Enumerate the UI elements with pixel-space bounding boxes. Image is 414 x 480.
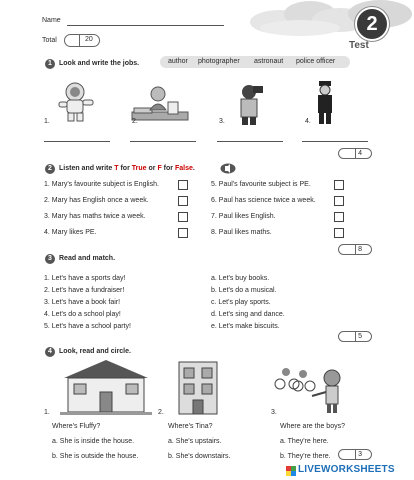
question-number: 2. <box>158 409 164 416</box>
question-text: Where's Tina? <box>168 423 213 430</box>
section-1-score-box <box>338 148 372 159</box>
job-answer-line[interactable] <box>44 141 110 142</box>
job-item-number: 3. <box>219 118 225 125</box>
title-part: F <box>157 165 162 172</box>
answer-box[interactable] <box>178 212 188 222</box>
police-officer-illustration <box>313 80 337 126</box>
statement: 3. Mary has maths twice a week. <box>44 213 146 220</box>
answer-box[interactable] <box>334 212 344 222</box>
answer-option-a[interactable]: a. She's upstairs. <box>168 438 222 445</box>
building-illustration <box>175 360 221 416</box>
title-part: False <box>174 165 193 172</box>
section-4-number: 4 <box>45 347 55 357</box>
title-part: True <box>131 165 147 172</box>
match-right-item: b. Let's do a musical. <box>211 287 277 294</box>
section-2-score: 8 <box>358 246 362 253</box>
audio-icon[interactable] <box>220 163 236 174</box>
question-number: 3. <box>271 409 277 416</box>
title-part: T <box>114 165 119 172</box>
answer-box[interactable] <box>334 228 344 238</box>
name-label: Name <box>42 17 61 24</box>
answer-option-b[interactable]: b. They're there. <box>280 453 331 460</box>
section-2-score-box <box>338 244 372 255</box>
match-right-item: d. Let's sing and dance. <box>211 311 285 318</box>
job-item-number: 2. <box>132 118 138 125</box>
answer-option-b[interactable]: b. She is outside the house. <box>52 453 139 460</box>
job-answer-line[interactable] <box>130 141 196 142</box>
word-bank <box>160 56 350 68</box>
answer-box[interactable] <box>178 180 188 190</box>
match-left-item: 5. Let's have a school party! <box>44 323 131 330</box>
statement: 8. Paul likes maths. <box>211 229 272 236</box>
answer-option-a[interactable]: a. She is inside the house. <box>52 438 135 445</box>
title-part: . <box>192 165 195 172</box>
answer-option-a[interactable]: a. They're here. <box>280 438 329 445</box>
question-number: 1. <box>44 409 50 416</box>
word-bank-item: photographer <box>198 58 240 65</box>
statement: 2. Mary has English once a week. <box>44 197 149 204</box>
test-label: Test <box>349 40 369 51</box>
total-score-value: 20 <box>85 36 93 43</box>
section-3-score-box <box>338 331 372 342</box>
answer-box[interactable] <box>334 180 344 190</box>
liveworksheets-logo <box>286 464 414 478</box>
answer-box[interactable] <box>334 196 344 206</box>
word-bank-item: author <box>168 58 188 65</box>
match-right-item: a. Let's buy books. <box>211 275 270 282</box>
astronaut-illustration <box>55 80 100 122</box>
job-item-number: 1. <box>44 118 50 125</box>
section-3-number: 3 <box>45 254 55 264</box>
section-2-number: 2 <box>45 164 55 174</box>
word-bank-item: police officer <box>296 58 336 65</box>
match-left-item: 4. Let's do a school play! <box>44 311 121 318</box>
section-4-score: 3 <box>358 451 362 458</box>
answer-box[interactable] <box>178 228 188 238</box>
word-bank-item: astronaut <box>254 58 284 65</box>
house-illustration <box>60 358 152 416</box>
title-part: for <box>161 165 175 172</box>
boys-on-bikes-illustration <box>272 362 352 414</box>
match-right-item: c. Let's play sports. <box>211 299 271 306</box>
job-answer-line[interactable] <box>217 141 283 142</box>
name-field[interactable] <box>67 25 224 26</box>
test-number-badge: 2 <box>355 7 389 41</box>
section-1-number: 1 <box>45 59 55 69</box>
title-part: or <box>146 165 158 172</box>
photographer-illustration <box>233 82 269 126</box>
match-left-item: 3. Let's have a book fair! <box>44 299 121 306</box>
job-item-number: 4. <box>305 118 311 125</box>
section-2-title <box>59 165 195 172</box>
total-label: Total <box>42 37 57 44</box>
answer-option-b[interactable]: b. She's downstairs. <box>168 453 231 460</box>
statement: 7. Paul likes English. <box>211 213 276 220</box>
match-right-item: e. Let's make biscuits. <box>211 323 280 330</box>
liveworksheets-brand: LIVEWORKSHEETS <box>298 464 395 475</box>
question-text: Where are the boys? <box>280 423 345 430</box>
match-left-item: 2. Let's have a fundraiser! <box>44 287 125 294</box>
section-3-title: Read and match. <box>59 255 116 262</box>
section-4-score-box <box>338 449 372 460</box>
statement: 4. Mary likes PE. <box>44 229 97 236</box>
section-3-score: 5 <box>358 333 362 340</box>
total-score-box <box>64 34 100 47</box>
section-4-title: Look, read and circle. <box>59 348 131 355</box>
title-part: for <box>118 165 132 172</box>
match-left-item: 1. Let's have a sports day! <box>44 275 126 282</box>
liveworksheets-flag-icon <box>286 466 296 476</box>
statement: 1. Mary's favourite subject is English. <box>44 181 159 188</box>
section-1-score: 4 <box>358 150 362 157</box>
question-text: Where's Fluffy? <box>52 423 101 430</box>
job-answer-line[interactable] <box>302 141 368 142</box>
statement: 5. Paul's favourite subject is PE. <box>211 181 311 188</box>
answer-box[interactable] <box>178 196 188 206</box>
statement: 6. Paul has science twice a week. <box>211 197 316 204</box>
section-1-title: Look and write the jobs. <box>59 60 140 67</box>
title-part: Listen and write <box>59 165 115 172</box>
